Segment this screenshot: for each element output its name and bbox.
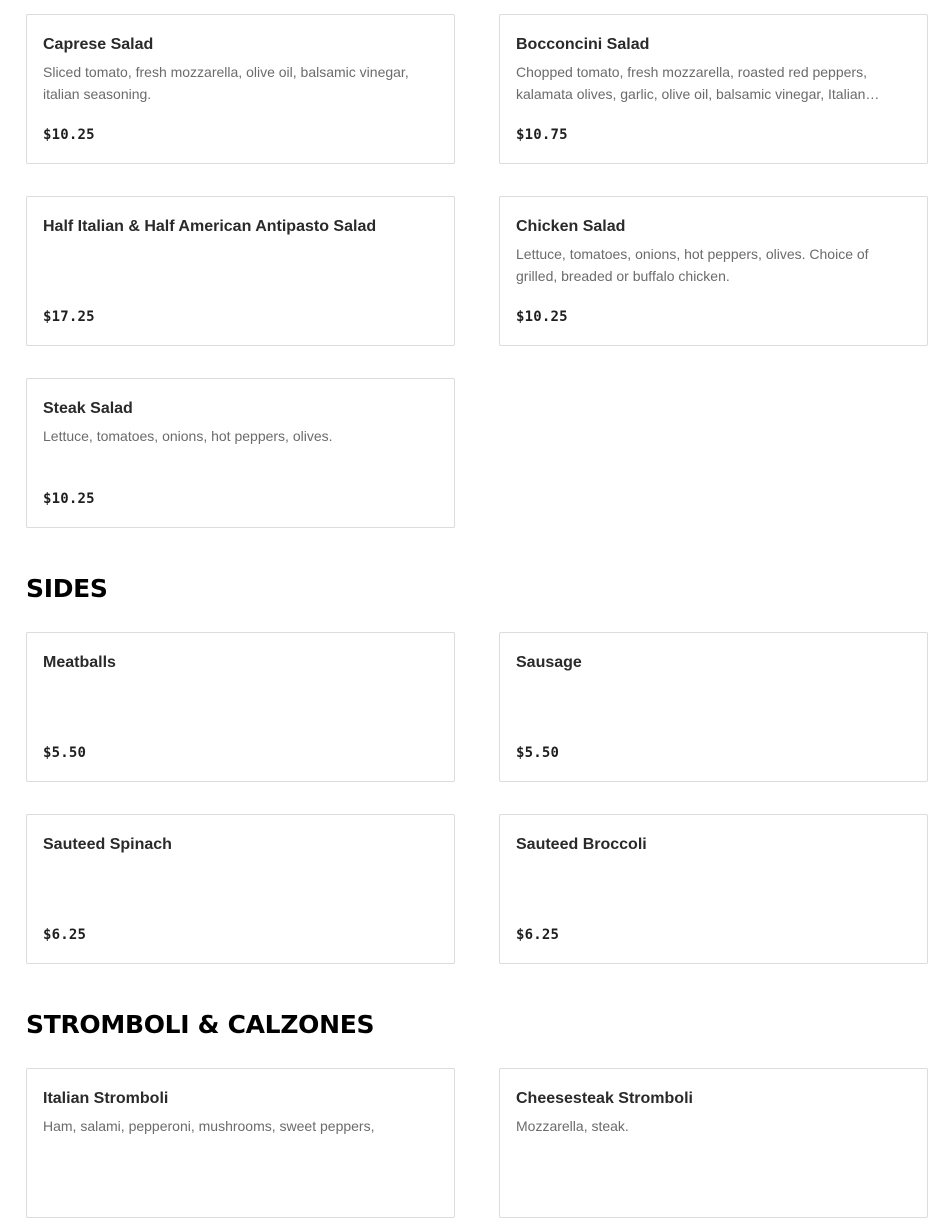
- menu-item-antipasto-salad[interactable]: [26, 196, 455, 346]
- menu-item-italian-stromboli[interactable]: [26, 1068, 455, 1218]
- menu-item-price: $5.50: [43, 745, 87, 761]
- menu-item-price: $10.25: [43, 491, 95, 507]
- menu-item-chicken-salad[interactable]: [499, 196, 928, 346]
- menu-item-steak-salad[interactable]: [26, 378, 455, 528]
- menu-item-name: Italian Stromboli: [43, 1090, 169, 1107]
- section-title: STROMBOLI & CALZONES: [26, 1010, 375, 1039]
- menu-item-grid: [0, 632, 950, 964]
- menu-item-description: Mozzarella, steak.: [516, 1118, 629, 1134]
- menu-item-price: $6.25: [516, 927, 560, 943]
- menu-item-price: $10.75: [516, 127, 568, 143]
- menu-item-name: Half Italian & Half American Antipasto Salad: [43, 218, 377, 235]
- menu-item-bocconcini-salad[interactable]: [499, 14, 928, 164]
- menu-section-salads: [0, 0, 950, 528]
- menu-item-grid: [0, 14, 950, 528]
- menu-item-price: $10.25: [43, 127, 95, 143]
- menu-item-cheesesteak-stromboli[interactable]: [499, 1068, 928, 1218]
- menu-item-price: $10.25: [516, 309, 568, 325]
- menu-item-sauteed-spinach[interactable]: [26, 814, 455, 964]
- menu-item-name: Sauteed Spinach: [43, 836, 172, 853]
- menu-item-name: Meatballs: [43, 654, 116, 671]
- menu-item-price: $5.50: [516, 745, 560, 761]
- menu-item-grid: [0, 1068, 950, 1218]
- menu-section-stromboli-calzones: [0, 996, 950, 1218]
- menu-item-name: Bocconcini Salad: [516, 36, 650, 53]
- menu-item-description: Sliced tomato, fresh mozzarella, olive oil, balsamic vinegar, italian seasoning.: [43, 64, 409, 102]
- menu-item-description: Lettuce, tomatoes, onions, hot peppers, olives.: [43, 428, 333, 444]
- menu-item-description: Ham, salami, pepperoni, mushrooms, sweet peppers,: [43, 1118, 375, 1134]
- menu-item-price: $6.25: [43, 927, 87, 943]
- menu-item-name: Sausage: [516, 654, 582, 671]
- menu-item-description: Lettuce, tomatoes, onions, hot peppers, olives. Choice of grilled, breaded or buffalo chicken.: [516, 246, 869, 284]
- menu-item-meatballs[interactable]: [26, 632, 455, 782]
- menu-item-sausage[interactable]: [499, 632, 928, 782]
- menu-item-name: Sauteed Broccoli: [516, 836, 647, 853]
- menu-item-name: Cheesesteak Stromboli: [516, 1090, 693, 1107]
- menu-item-description: Chopped tomato, fresh mozzarella, roasted red peppers, kalamata olives, garlic, olive oil, balsamic vinegar, Italian…: [516, 64, 880, 102]
- menu-item-name: Caprese Salad: [43, 36, 154, 53]
- menu-item-sauteed-broccoli[interactable]: [499, 814, 928, 964]
- section-title: SIDES: [26, 574, 108, 603]
- menu-item-name: Chicken Salad: [516, 218, 626, 235]
- menu-item-caprese-salad[interactable]: [26, 14, 455, 164]
- menu-item-price: $17.25: [43, 309, 95, 325]
- menu-section-sides: [0, 560, 950, 964]
- menu-item-name: Steak Salad: [43, 400, 133, 417]
